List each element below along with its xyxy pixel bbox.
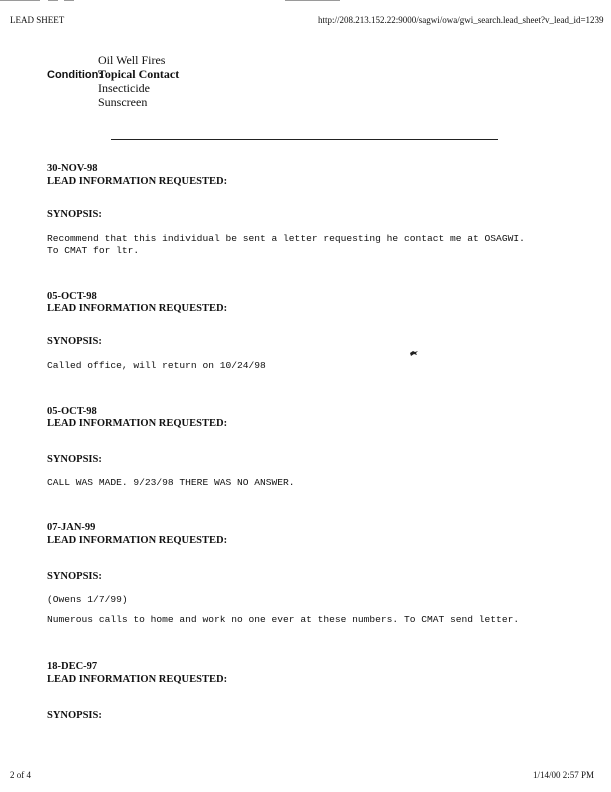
- synopsis-text: To CMAT for ltr.: [47, 245, 140, 256]
- scan-speck: [410, 350, 418, 356]
- condition-item: Topical Contact: [98, 67, 180, 81]
- synopsis-label: SYNOPSIS:: [47, 710, 102, 721]
- synopsis-text: Numerous calls to home and work no one ever at these numbers. To CMAT send letter.: [47, 614, 520, 625]
- synopsis-label: SYNOPSIS:: [47, 336, 102, 347]
- synopsis-text: Recommend that this individual be sent a letter requesting he contact me at OSAGWI.: [47, 233, 525, 244]
- synopsis-text: CALL WAS MADE. 9/23/98 THERE WAS NO ANSWER.: [47, 477, 295, 488]
- synopsis-text: Called office, will return on 10/24/98: [47, 360, 266, 371]
- synopsis-label: SYNOPSIS:: [47, 454, 102, 465]
- lead-info-label: LEAD INFORMATION REQUESTED:: [47, 303, 228, 314]
- divider: [111, 139, 498, 140]
- print-timestamp: 1/14/00 2:57 PM: [533, 770, 595, 780]
- page-title: LEAD SHEET: [10, 15, 65, 25]
- synopsis-text: (Owens 1/7/99): [47, 594, 128, 605]
- scan-artifact: [64, 0, 74, 1]
- scan-artifact: [48, 0, 58, 1]
- entry-date: 05-OCT-98: [47, 291, 97, 302]
- entry-date: 18-DEC-97: [47, 661, 98, 672]
- condition-item: Sunscreen: [98, 95, 148, 109]
- lead-info-label: LEAD INFORMATION REQUESTED:: [47, 535, 228, 546]
- entry-date: 07-JAN-99: [47, 522, 96, 533]
- synopsis-label: SYNOPSIS:: [47, 209, 102, 220]
- page-url: http://208.213.152.22:9000/sagwi/owa/gwi_search.lead_sheet?v_lead_id=1239: [318, 15, 604, 25]
- condition-label: Condition:: [47, 69, 102, 81]
- lead-info-label: LEAD INFORMATION REQUESTED:: [47, 418, 228, 429]
- page-number: 2 of 4: [10, 770, 31, 780]
- scan-artifact: [0, 0, 40, 1]
- condition-item: Oil Well Fires: [98, 53, 166, 67]
- synopsis-label: SYNOPSIS:: [47, 571, 102, 582]
- entry-date: 05-OCT-98: [47, 406, 97, 417]
- condition-item: Insecticide: [98, 81, 150, 95]
- entry-date: 30-NOV-98: [47, 163, 98, 174]
- lead-info-label: LEAD INFORMATION REQUESTED:: [47, 674, 228, 685]
- lead-info-label: LEAD INFORMATION REQUESTED:: [47, 176, 228, 187]
- scan-artifact: [285, 0, 340, 1]
